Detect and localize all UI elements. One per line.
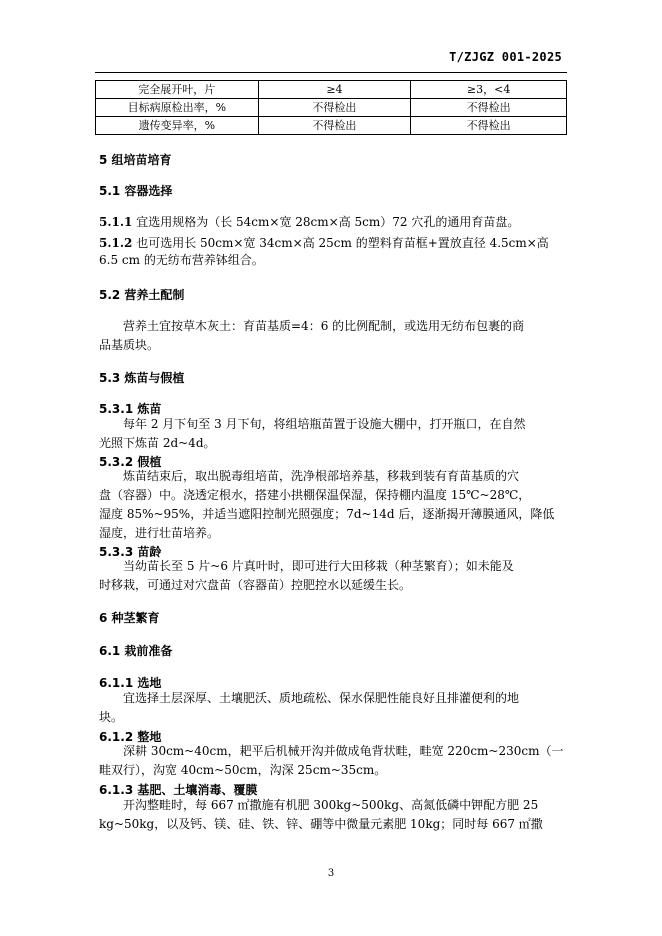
table-cell: 完全展开叶，片 (96, 81, 259, 99)
paragraph-line: 开沟整畦时，每 667 ㎡撒施有机肥 300kg~500kg、高氮低磷中钾配方肥 25 (123, 798, 539, 812)
paragraph-line: 营养土宜按草木灰土：育苗基质=4：6 的比例配制，或选用无纺布包裹的商 (123, 319, 525, 333)
table-cell: 不得检出 (411, 117, 567, 135)
subsection-heading: 6.1 栽前准备 (99, 644, 173, 658)
paragraph-line: 当幼苗长至 5 片~6 片真叶时，即可进行大田移栽（种茎繁育）；如未能及 (123, 559, 514, 573)
clause-text-line: 6.5 cm 的无纺布营养钵组合。 (99, 253, 264, 267)
section-heading: 5 组培苗培育 (99, 153, 172, 167)
paragraph-line: 盘（容器）中。浇透定根水，搭建小拱棚保温保湿，保持棚内温度 15℃~28℃， (99, 488, 531, 502)
paragraph-line: 宜选择土层深厚、土壤肥沃、质地疏松、保水保肥性能良好且排灌便利的地 (123, 691, 520, 705)
clause-number: 5.1.1 (99, 215, 133, 229)
table-cell: 目标病原检出率，% (96, 99, 259, 117)
clause-heading: 5.3.1 炼苗 (99, 402, 162, 416)
clause-5-1-1 (99, 212, 564, 233)
paragraph-line: 光照下炼苗 2d~4d。 (99, 436, 216, 450)
spec-table (95, 80, 567, 135)
clause-heading: 5.3.2 假植 (99, 455, 162, 469)
table-row (96, 117, 567, 135)
subsection-heading: 5.1 容器选择 (99, 184, 173, 198)
table-cell: 不得检出 (258, 99, 411, 117)
table-cell: 不得检出 (411, 99, 567, 117)
table-row (96, 81, 567, 99)
paragraph-line: 时移栽，可通过对穴盘苗（容器苗）控肥控水以延缓生长。 (99, 578, 412, 592)
paragraph-line: 每年 2 月下旬至 3 月下旬，将组培瓶苗置于设施大棚中，打开瓶口，在自然 (123, 417, 526, 431)
table-row (96, 99, 567, 117)
clause-heading: 6.1.3 基肥、土壤消毒、覆膜 (99, 783, 258, 797)
section-heading: 6 种茎繁育 (99, 611, 160, 625)
clause-text: 也可选用长 50cm×宽 34cm×高 25cm 的塑料育苗框+置放直径 4.5cm×高 (132, 236, 549, 250)
clause-heading: 6.1.1 选地 (99, 676, 162, 690)
paragraph-line: kg~50kg，以及钙、镁、硅、铁、锌、硼等中微量元素肥 10kg；同时每 667 ㎡撒 (99, 817, 543, 831)
table-cell: 遗传变异率，% (96, 117, 259, 135)
header-rule (95, 72, 567, 73)
subsection-heading: 5.2 营养土配制 (99, 288, 185, 302)
table-cell: 不得检出 (258, 117, 411, 135)
table-cell: ≥3，<4 (411, 81, 567, 99)
paragraph-line: 块。 (99, 710, 124, 724)
clause-text: 宜选用规格为（长 54cm×宽 28cm×高 5cm）72 穴孔的通用育苗盘。 (132, 215, 520, 229)
clause-number: 5.1.2 (99, 236, 133, 250)
paragraph-line: 炼苗结束后，取出脱毒组培苗，洗净根部培养基，移栽到装有育苗基质的穴 (123, 469, 520, 483)
page-number: 3 (327, 868, 335, 879)
paragraph-line: 湿度，进行壮苗培养。 (99, 526, 220, 540)
clause-heading: 5.3.3 苗龄 (99, 545, 162, 559)
document-code: T/ZJGZ 001-2025 (449, 50, 562, 64)
paragraph-line: 品基质块。 (99, 338, 160, 352)
table-cell: ≥4 (258, 81, 411, 99)
clause-heading: 6.1.2 整地 (99, 730, 162, 744)
paragraph-line: 湿度 85%~95%，并适当遮阳控制光照强度；7d~14d 后，逐渐揭开薄膜通风，降低 (99, 507, 555, 521)
paragraph-line: 畦双行），沟宽 40cm~50cm，沟深 25cm~35cm。 (99, 763, 387, 777)
paragraph-line: 深耕 30cm~40cm，耙平后机械开沟并做成龟背状畦，畦宽 220cm~230cm（一 (123, 744, 564, 758)
subsection-heading: 5.3 炼苗与假植 (99, 371, 185, 385)
